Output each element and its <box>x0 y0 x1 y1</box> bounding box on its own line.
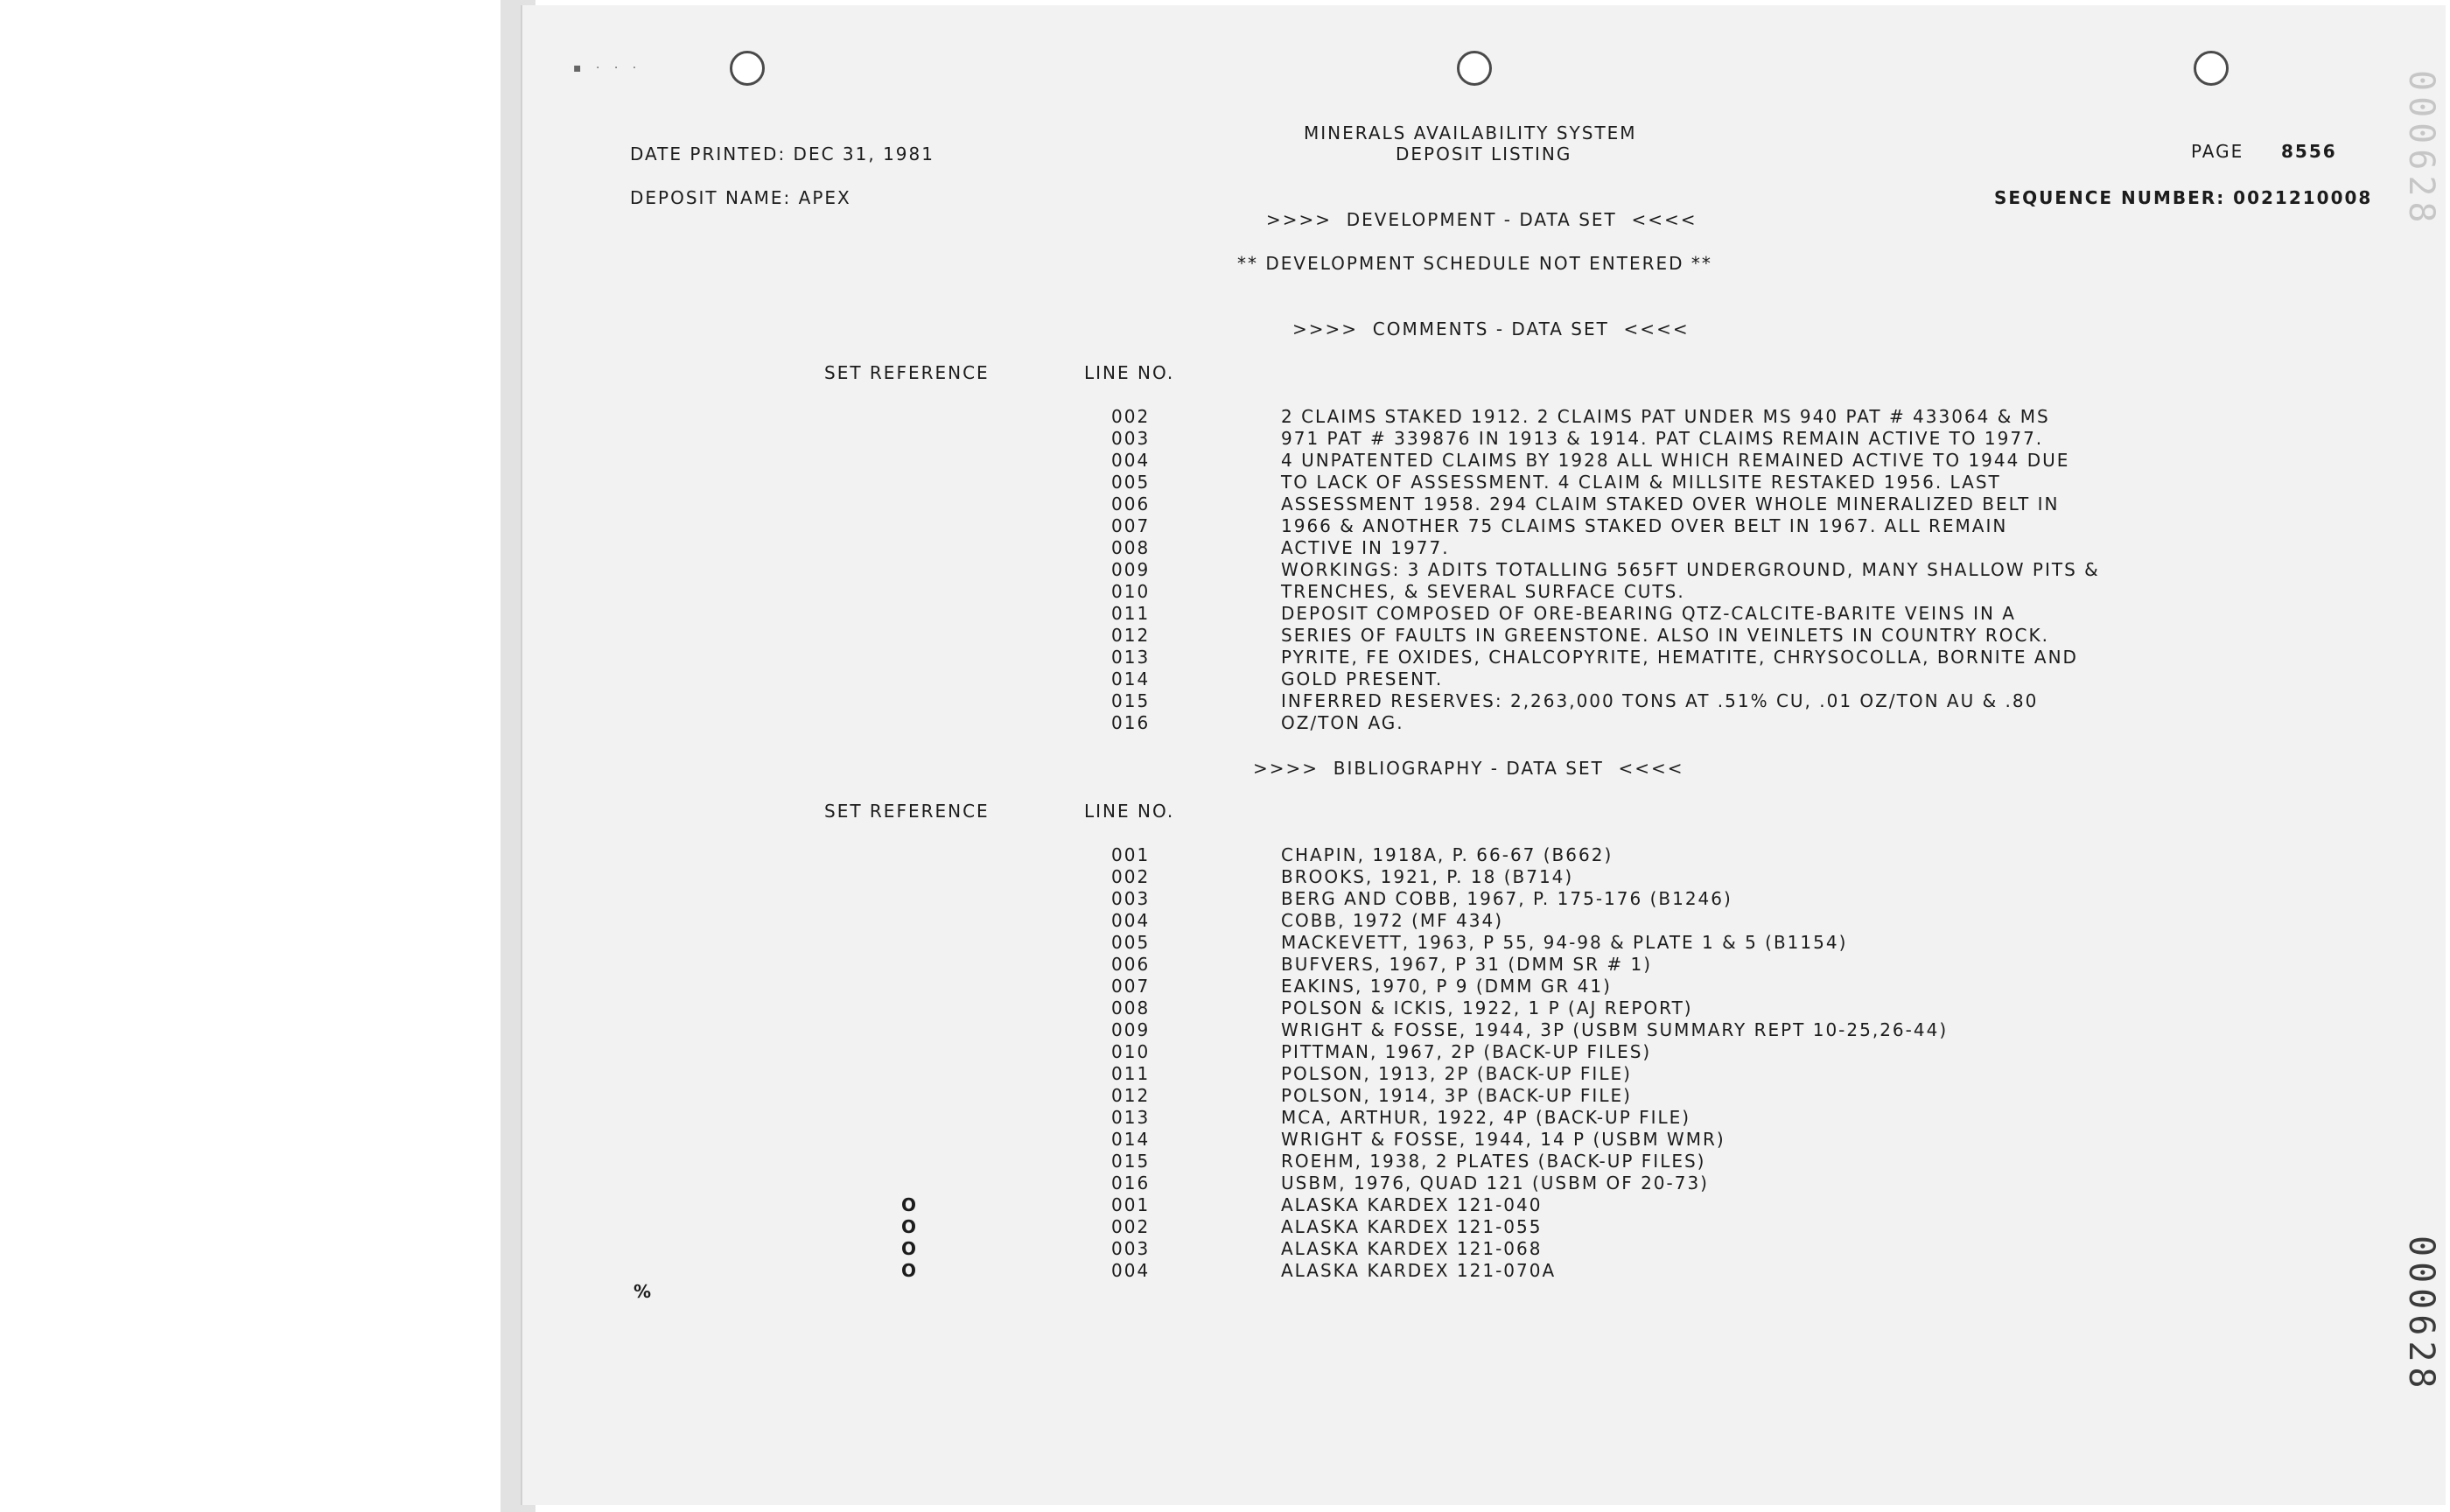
line-number-cell: 002 <box>1111 866 1151 887</box>
entry-text-cell: 4 UNPATENTED CLAIMS BY 1928 ALL WHICH REMAINED ACTIVE TO 1944 DUE <box>1281 450 2070 471</box>
entry-text-cell: BROOKS, 1921, P. 18 (B714) <box>1281 866 1574 887</box>
entry-text-cell: 2 CLAIMS STAKED 1912. 2 CLAIMS PAT UNDER MS 940 PAT # 433064 & MS <box>1281 406 2050 427</box>
entry-text-cell: WRIGHT & FOSSE, 1944, 3P (USBM SUMMARY REPT 10-25,26-44) <box>1281 1019 1949 1040</box>
line-number-cell: 006 <box>1111 954 1151 975</box>
entry-text-cell: MCA, ARTHUR, 1922, 4P (BACK-UP FILE) <box>1281 1107 1691 1128</box>
listing-title: DEPOSIT LISTING <box>1396 144 1572 164</box>
line-number-cell: 002 <box>1111 406 1151 427</box>
development-heading: >>>> DEVELOPMENT - DATA SET <<<< <box>1266 209 1698 230</box>
entry-text-cell: ALASKA KARDEX 121-070A <box>1281 1260 1557 1281</box>
stamp-bottom-right: 000628 <box>2401 1236 2441 1394</box>
entry-text-cell: 1966 & ANOTHER 75 CLAIMS STAKED OVER BELT IN 1967. ALL REMAIN <box>1281 515 2008 536</box>
development-note: ** DEVELOPMENT SCHEDULE NOT ENTERED ** <box>1237 253 1712 274</box>
line-number-cell: 009 <box>1111 559 1151 580</box>
line-number-cell: 014 <box>1111 668 1151 690</box>
entry-text-cell: ALASKA KARDEX 121-068 <box>1281 1238 1543 1259</box>
page-label: PAGE <box>2191 141 2244 162</box>
line-number-cell: 010 <box>1111 581 1151 602</box>
line-number-cell: 001 <box>1111 844 1151 865</box>
entry-text-cell: POLSON, 1913, 2P (BACK-UP FILE) <box>1281 1063 1632 1084</box>
line-number-cell: 005 <box>1111 472 1151 493</box>
entry-text-cell: ALASKA KARDEX 121-055 <box>1281 1216 1543 1237</box>
line-number-cell: 004 <box>1111 910 1151 931</box>
entry-text-cell: MACKEVETT, 1963, P 55, 94-98 & PLATE 1 & 5 (B1154) <box>1281 932 1848 953</box>
comments-col-line-no: LINE NO. <box>1084 362 1175 383</box>
entry-text-cell: POLSON, 1914, 3P (BACK-UP FILE) <box>1281 1085 1632 1106</box>
entry-text-cell: BUFVERS, 1967, P 31 (DMM SR # 1) <box>1281 954 1652 975</box>
line-number-cell: 002 <box>1111 1216 1151 1237</box>
bibliography-heading: >>>> BIBLIOGRAPHY - DATA SET <<<< <box>1253 758 1684 779</box>
line-number-cell: 013 <box>1111 647 1151 668</box>
entry-text-cell: EAKINS, 1970, P 9 (DMM GR 41) <box>1281 976 1612 997</box>
punch-hole-left <box>730 51 765 86</box>
sequence-number: SEQUENCE NUMBER: 0021210008 <box>1994 187 2373 208</box>
entry-text-cell: ROEHM, 1938, 2 PLATES (BACK-UP FILES) <box>1281 1151 1706 1172</box>
entry-text-cell: SERIES OF FAULTS IN GREENSTONE. ALSO IN VEINLETS IN COUNTRY ROCK. <box>1281 625 2049 646</box>
line-number-cell: 014 <box>1111 1129 1151 1150</box>
entry-text-cell: WRIGHT & FOSSE, 1944, 14 P (USBM WMR) <box>1281 1129 1726 1150</box>
entry-text-cell: TRENCHES, & SEVERAL SURFACE CUTS. <box>1281 581 1685 602</box>
line-number-cell: 011 <box>1111 1063 1151 1084</box>
line-number-cell: 016 <box>1111 1172 1151 1194</box>
deposit-name: DEPOSIT NAME: APEX <box>630 187 851 208</box>
set-reference-cell: O <box>901 1238 919 1259</box>
comments-col-set-reference: SET REFERENCE <box>824 362 990 383</box>
line-number-cell: 015 <box>1111 690 1151 711</box>
entry-text-cell: 971 PAT # 339876 IN 1913 & 1914. PAT CLAIMS REMAIN ACTIVE TO 1977. <box>1281 428 2044 449</box>
line-number-cell: 012 <box>1111 1085 1151 1106</box>
scan-speck: ▪ · · · <box>573 61 642 75</box>
footer-mark: % <box>634 1281 654 1302</box>
entry-text-cell: WORKINGS: 3 ADITS TOTALLING 565FT UNDERGROUND, MANY SHALLOW PITS & <box>1281 559 2100 580</box>
line-number-cell: 007 <box>1111 515 1151 536</box>
line-number-cell: 012 <box>1111 625 1151 646</box>
line-number-cell: 006 <box>1111 494 1151 514</box>
line-number-cell: 015 <box>1111 1151 1151 1172</box>
line-number-cell: 003 <box>1111 888 1151 909</box>
line-number-cell: 008 <box>1111 537 1151 558</box>
punch-hole-right <box>2194 51 2229 86</box>
entry-text-cell: INFERRED RESERVES: 2,263,000 TONS AT .51% CU, .01 OZ/TON AU & .80 <box>1281 690 2039 711</box>
set-reference-cell: O <box>901 1216 919 1237</box>
entry-text-cell: ALASKA KARDEX 121-040 <box>1281 1194 1543 1215</box>
entry-text-cell: PYRITE, FE OXIDES, CHALCOPYRITE, HEMATITE, CHRYSOCOLLA, BORNITE AND <box>1281 647 2078 668</box>
line-number-cell: 001 <box>1111 1194 1151 1215</box>
line-number-cell: 003 <box>1111 428 1151 449</box>
bibliography-col-line-no: LINE NO. <box>1084 801 1175 822</box>
set-reference-cell: O <box>901 1194 919 1215</box>
entry-text-cell: TO LACK OF ASSESSMENT. 4 CLAIM & MILLSITE RESTAKED 1956. LAST <box>1281 472 2001 493</box>
line-number-cell: 009 <box>1111 1019 1151 1040</box>
entry-text-cell: CHAPIN, 1918A, P. 66-67 (B662) <box>1281 844 1614 865</box>
entry-text-cell: ASSESSMENT 1958. 294 CLAIM STAKED OVER WHOLE MINERALIZED BELT IN <box>1281 494 2060 514</box>
entry-text-cell: GOLD PRESENT. <box>1281 668 1444 690</box>
entry-text-cell: DEPOSIT COMPOSED OF ORE-BEARING QTZ-CALCITE-BARITE VEINS IN A <box>1281 603 2016 624</box>
comments-heading: >>>> COMMENTS - DATA SET <<<< <box>1292 318 1690 340</box>
date-printed: DATE PRINTED: DEC 31, 1981 <box>630 144 934 164</box>
entry-text-cell: COBB, 1972 (MF 434) <box>1281 910 1504 931</box>
line-number-cell: 008 <box>1111 998 1151 1018</box>
punch-hole-center <box>1457 51 1492 86</box>
line-number-cell: 016 <box>1111 712 1151 733</box>
line-number-cell: 005 <box>1111 932 1151 953</box>
entry-text-cell: POLSON & ICKIS, 1922, 1 P (AJ REPORT) <box>1281 998 1693 1018</box>
bibliography-col-set-reference: SET REFERENCE <box>824 801 990 822</box>
entry-text-cell: PITTMAN, 1967, 2P (BACK-UP FILES) <box>1281 1041 1652 1062</box>
entry-text-cell: BERG AND COBB, 1967, P. 175-176 (B1246) <box>1281 888 1732 909</box>
set-reference-cell: O <box>901 1260 919 1281</box>
line-number-cell: 007 <box>1111 976 1151 997</box>
entry-text-cell: USBM, 1976, QUAD 121 (USBM OF 20-73) <box>1281 1172 1709 1194</box>
line-number-cell: 004 <box>1111 1260 1151 1281</box>
line-number-cell: 004 <box>1111 450 1151 471</box>
entry-text-cell: ACTIVE IN 1977. <box>1281 537 1450 558</box>
system-title: MINERALS AVAILABILITY SYSTEM <box>1304 122 1637 144</box>
entry-text-cell: OZ/TON AG. <box>1281 712 1404 733</box>
line-number-cell: 013 <box>1111 1107 1151 1128</box>
line-number-cell: 010 <box>1111 1041 1151 1062</box>
stamp-top-right: 000628 <box>2401 70 2441 228</box>
page-number: 8556 <box>2281 141 2337 162</box>
line-number-cell: 003 <box>1111 1238 1151 1259</box>
line-number-cell: 011 <box>1111 603 1151 624</box>
